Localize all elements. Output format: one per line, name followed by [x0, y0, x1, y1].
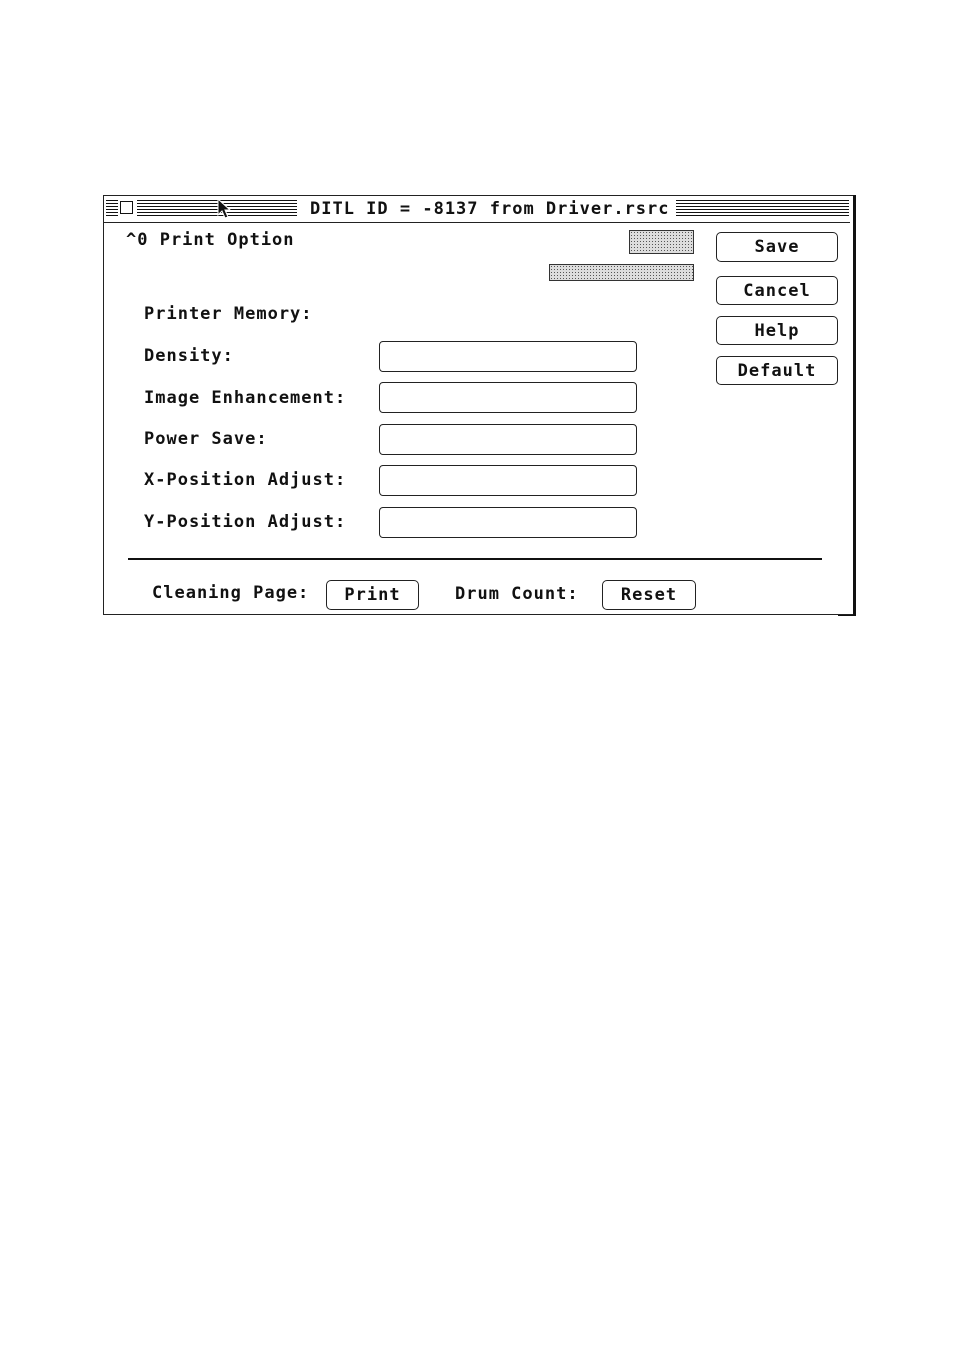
section-divider — [128, 558, 822, 560]
arrow-cursor-icon — [217, 198, 231, 220]
cleaning-page-label: Cleaning Page: — [152, 583, 310, 603]
drum-count-label: Drum Count: — [455, 584, 579, 604]
reset-drum-count-button[interactable]: Reset — [602, 580, 696, 610]
printer-memory-label: Printer Memory: — [144, 304, 313, 324]
y-position-adjust-field[interactable] — [379, 507, 637, 538]
help-button[interactable]: Help — [716, 316, 838, 345]
shaded-placeholder-box — [629, 230, 694, 254]
x-position-adjust-field[interactable] — [379, 465, 637, 496]
dialog-window — [103, 195, 853, 615]
dialog-heading: ^0 Print Option — [126, 230, 295, 250]
density-field[interactable] — [379, 341, 637, 372]
cancel-button[interactable]: Cancel — [716, 276, 838, 305]
power-save-field[interactable] — [379, 424, 637, 455]
title-bar[interactable] — [104, 196, 850, 223]
title-stripes-left — [106, 200, 118, 217]
default-button[interactable]: Default — [716, 356, 838, 385]
save-button[interactable]: Save — [716, 232, 838, 262]
print-cleaning-page-button[interactable]: Print — [326, 580, 419, 610]
shaded-placeholder-bar — [549, 264, 694, 281]
power-save-label: Power Save: — [144, 429, 268, 449]
y-position-adjust-label: Y-Position Adjust: — [144, 512, 347, 532]
window-title: DITL ID = -8137 from Driver.rsrc — [304, 199, 676, 219]
close-box-icon[interactable] — [120, 201, 133, 214]
density-label: Density: — [144, 346, 234, 366]
image-enhancement-label: Image Enhancement: — [144, 388, 347, 408]
title-stripes-right — [657, 200, 849, 217]
image-enhancement-field[interactable] — [379, 382, 637, 413]
x-position-adjust-label: X-Position Adjust: — [144, 470, 347, 490]
